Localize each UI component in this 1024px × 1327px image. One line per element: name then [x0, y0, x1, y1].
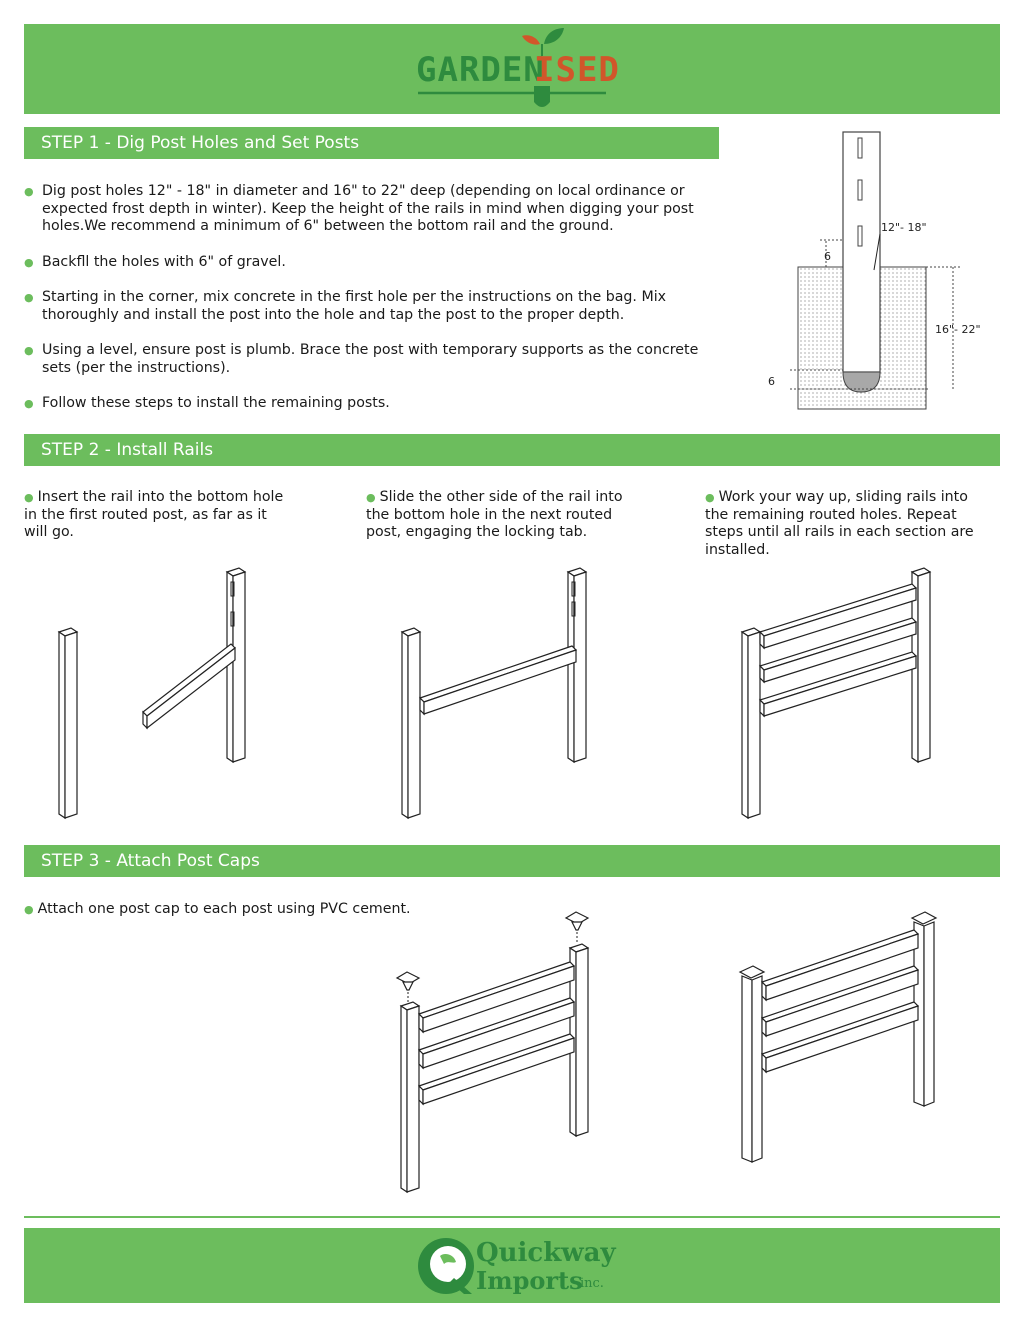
three-rails-illustration: [735, 560, 955, 825]
slide-rail-illustration: [385, 560, 605, 825]
depth-label: 16"- 22": [935, 323, 981, 336]
bullet-dot-icon: ●: [366, 491, 376, 504]
logo-text-ised: ISED: [534, 50, 620, 90]
diameter-label: 12"- 18": [881, 221, 927, 234]
step2-col1-text: Insert the rail into the bottom hole in the first routed post, as far as it will go.: [24, 489, 284, 540]
step2-col3: [705, 489, 977, 559]
list-item: ● Dig post holes 12" - 18" in diameter and 16" to 22" deep (depending on local ordinance or expected frost depth in winter). Keep the height of the rails in mind when digging your post holes.We recommend a minimum of 6" between the bottom rail and the ground.: [24, 183, 704, 236]
logo-text-garden: GARDEN: [416, 50, 545, 90]
post: [843, 132, 880, 372]
finished-fence-illustration: [735, 910, 945, 1170]
step1-title: STEP 1 - Dig Post Holes and Set Posts: [24, 127, 719, 159]
brand-line2: Imports: [476, 1266, 583, 1295]
gravel-label: 6: [768, 375, 775, 388]
step2-col3-text: Work your way up, sliding rails into the remaining routed holes. Repeat steps until all rails in each section are installed.: [705, 489, 974, 558]
insert-rail-illustration: [40, 560, 280, 825]
step2-col2: [366, 489, 628, 542]
bullet-dot-icon: ●: [24, 491, 34, 504]
top-gap-label: 6: [824, 250, 831, 263]
step3-title: STEP 3 - Attach Post Caps: [24, 845, 1000, 877]
step3-bullet-text: Attach one post cap to each post using PVC cement.: [37, 901, 411, 917]
brand-line1: Quickway: [476, 1238, 616, 1268]
bullet-dot-icon: ●: [24, 903, 34, 916]
post-caps-illustration: [390, 910, 600, 1200]
step2-col1: [24, 489, 286, 542]
quickway-logo: [414, 1234, 614, 1298]
step2-title: STEP 2 - Install Rails: [24, 434, 1000, 466]
list-item: ● Follow these steps to install the remaining posts.: [24, 395, 704, 413]
list-item: ● Starting in the corner, mix concrete in the first hole per the instructions on the bag. Mix thoroughly and install the post into the hole and tap the post to the proper depth.: [24, 289, 704, 324]
brand-suffix: inc.: [580, 1276, 604, 1291]
bullet-dot-icon: ●: [705, 491, 715, 504]
list-item: ● Backfll the holes with 6" of gravel.: [24, 254, 704, 272]
step1-bullets: [24, 183, 704, 413]
footer-divider: [24, 1216, 1000, 1218]
gardenised-logo: [416, 26, 620, 112]
post-hole-diagram: [760, 128, 1000, 418]
quickway-globe-icon: [414, 1234, 478, 1298]
list-item: ● Using a level, ensure post is plumb. Brace the post with temporary supports as the concrete sets (per the instructions).: [24, 342, 704, 377]
step2-col2-text: Slide the other side of the rail into the bottom hole in the next routed post, engaging the locking tab.: [366, 489, 623, 540]
